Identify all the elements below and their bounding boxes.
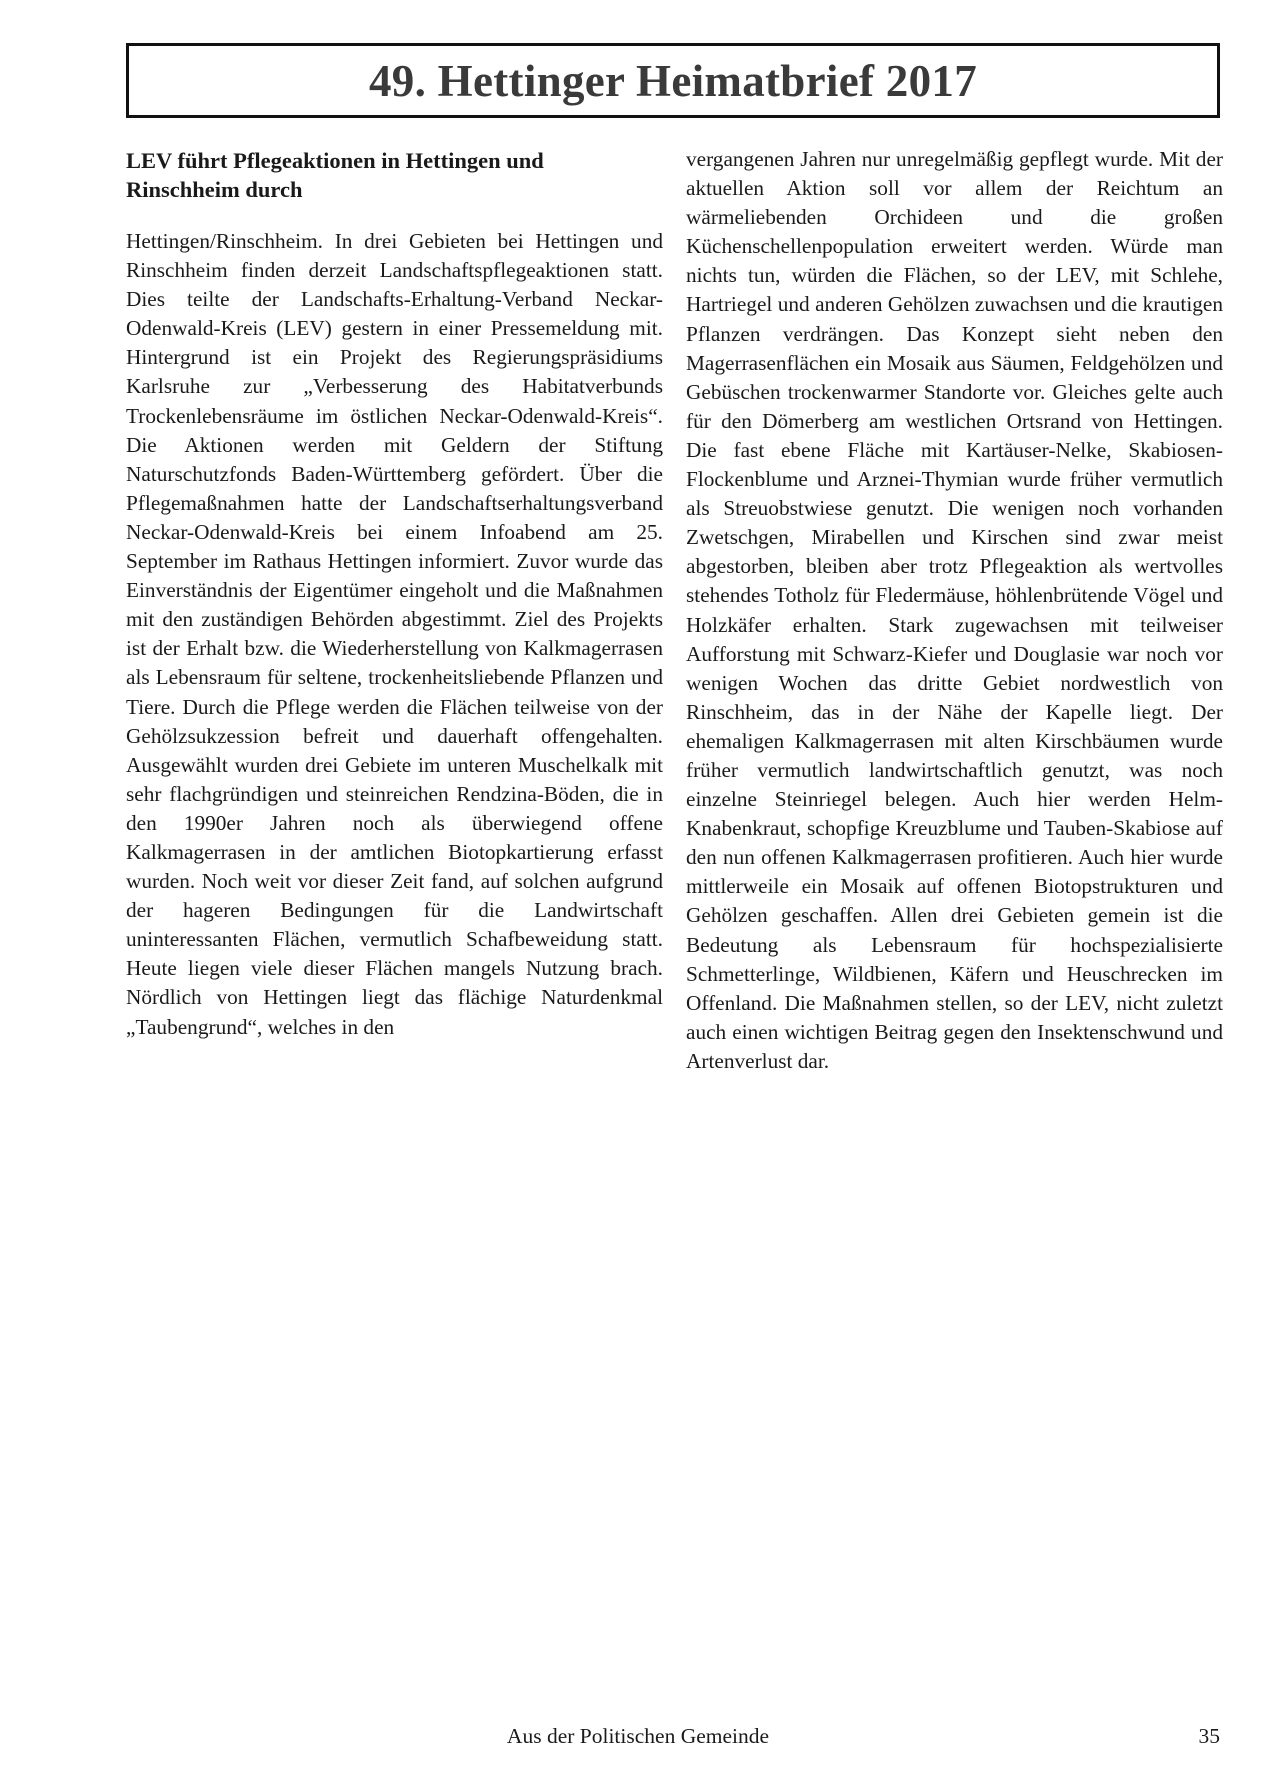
right-column (686, 145, 1223, 1076)
left-column (126, 146, 663, 1042)
article-body-left: Hettingen/Rinschheim. In drei Gebieten bei Hettingen und Rinschheim finden derzeit Landschaftspflegeaktionen statt. Dies teilte der Landschafts-Erhaltung-Verband Neckar-Odenwald-Kreis (LEV) gestern in einer Pressemeldung mit. Hintergrund ist ein Projekt des Regierungspräsidiums Karlsruhe zur „Verbesserung des Habitatverbunds Trockenlebensräume im östlichen Neckar-Odenwald-Kreis“. Die Aktionen werden mit Geldern der Stiftung Naturschutzfonds Baden-Württemberg gefördert. Über die Pflegemaßnahmen hatte der Landschaftserhaltungsverband Neckar-Odenwald-Kreis bei einem Infoabend am 25. September im Rathaus Hettingen informiert. Zuvor wurde das Einverständnis der Eigentümer eingeholt und die Maßnahmen mit den zuständigen Behörden abgestimmt. Ziel des Projekts ist der Erhalt bzw. die Wiederherstellung von Kalkmagerrasen als Lebensraum für seltene, trockenheitsliebende Pflanzen und Tiere. Durch die Pflege werden die Flächen teilweise von der Gehölzsukzession befreit und dauerhaft offengehalten. Ausgewählt wurden drei Gebiete im unteren Muschelkalk mit sehr flachgründigen und steinreichen Rendzina-Böden, die in den 1990er Jahren noch als überwiegend offene Kalkmagerrasen in der amtlichen Biotopkartierung erfasst wurden. Noch weit vor dieser Zeit fand, auf solchen aufgrund der hageren Bedingungen für die Landwirtschaft uninteressanten Flächen, vermutlich Schafbeweidung statt. Heute liegen viele dieser Flächen mangels Nutzung brach. Nördlich von Hettingen liegt das flächige Naturdenkmal „Taubengrund“, welches in den (126, 229, 663, 1039)
page-header-box (126, 43, 1220, 118)
footer-section-label: Aus der Politischen Gemeinde (506, 1724, 770, 1748)
page-title: 49. Hettinger Heimatbrief 2017 (368, 55, 978, 106)
article-title: LEV führt Pflegeaktionen in Hettingen und Rinschheim durch (126, 148, 544, 202)
article-body-right: vergangenen Jahren nur unregelmäßig gepflegt wurde. Mit der aktuellen Aktion soll vor allem der Reichtum an wärmeliebenden Orchideen und die großen Küchenschellenpopulation erweitert werden. Würde man nichts tun, würden die Flächen, so der LEV, mit Schlehe, Hartriegel und anderen Gehölzen zuwachsen und die krautigen Pflanzen verdrängen. Das Konzept sieht neben den Magerrasenflächen ein Mosaik aus Säumen, Feldgehölzen und Gebüschen trockenwarmer Standorte vor. Gleiches gelte auch für den Dömerberg am westlichen Ortsrand von Hettingen. Die fast ebene Fläche mit Kartäuser-Nelke, Skabiosen-Flockenblume und Arznei-Thymian wurde früher vermutlich als Streuobstwiese genutzt. Die wenigen noch vorhanden Zwetschgen, Mirabellen und Kirschen sind zwar meist abgestorben, bleiben aber trotz Pflegeaktion als wertvolles stehendes Totholz für Fledermäuse, höhlenbrütende Vögel und Holzkäfer erhalten. Stark zugewachsen mit teilweiser Aufforstung mit Schwarz-Kiefer und Douglasie war noch vor wenigen Wochen das dritte Gebiet nordwestlich von Rinschheim, das in der Nähe der Kapelle liegt. Der ehemaligen Kalkmagerrasen mit alten Kirschbäumen wurde früher vermutlich landwirtschaftlich genutzt, was noch einzelne Steinriegel belegen. Auch hier werden Helm-Knabenkraut, schopfige Kreuzblume und Tauben-Skabiose auf den nun offenen Kalkmagerrasen profitieren. Auch hier wurde mittlerweile ein Mosaik auf offenen Biotopstrukturen und Gehölzen geschaffen. Allen drei Gebieten gemein ist die Bedeutung als Lebensraum für hochspezialisierte Schmetterlinge, Wildbienen, Käfern und Heuschrecken im Offenland. Die Maßnahmen stellen, so der LEV, nicht zuletzt auch einen wichtigen Beitrag gegen den Insektenschwund und Artenverlust dar. (686, 147, 1223, 1073)
page-number: 35 (1198, 1724, 1220, 1748)
